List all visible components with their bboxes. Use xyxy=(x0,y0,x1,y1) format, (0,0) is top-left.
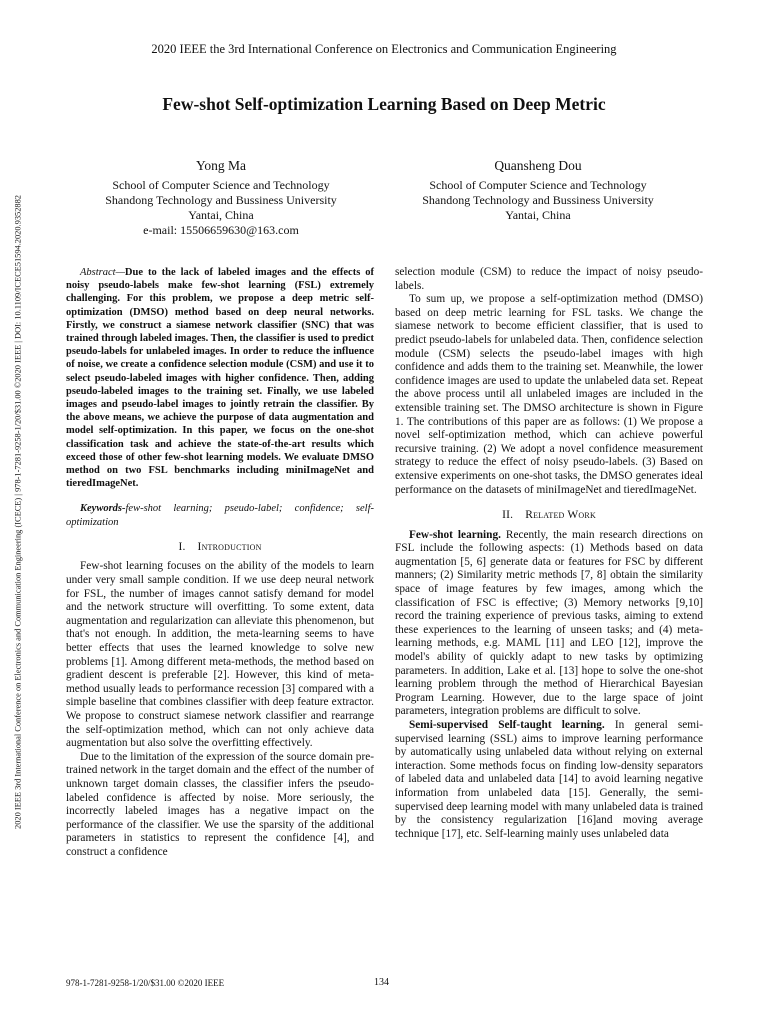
section-title: Related Work xyxy=(525,509,596,522)
author-email: e-mail: 15506659630@163.com xyxy=(143,223,299,237)
author-affiliation: Shandong Technology and Bussiness University xyxy=(105,193,337,207)
right-column xyxy=(395,266,703,841)
section-number: II. xyxy=(502,509,514,522)
author-location: Yantai, China xyxy=(188,208,254,222)
author-affiliation: School of Computer Science and Technology xyxy=(112,178,330,192)
section-title: Introduction xyxy=(197,540,262,553)
footer-copyright: 978-1-7281-9258-1/20/$31.00 ©2020 IEEE xyxy=(66,978,225,988)
continued-paragraph: selection module (CSM) to reduce the impact of noisy pseudo-labels. xyxy=(395,266,703,292)
fsl-runin-heading: Few-shot learning. xyxy=(409,528,501,541)
conference-header: 2020 IEEE the 3rd International Conference on Electronics and Communication Engineering xyxy=(151,42,617,56)
author-location: Yantai, China xyxy=(505,208,571,222)
section-heading-related-work xyxy=(395,509,703,523)
summary-paragraph: To sum up, we propose a self-optimization method (DMSO) based on deep metric learning for FSL tasks. We change the siamese network to become efficient classifier, that is used to predict pseudo-labels for unlabeled data. Then, confidence selection module (CSM) selects the pseudo-label images with high confidence and adds them to the training set. Meanwhile, the lower confidence images are used to update the unlabeled data set. Repeat the above process until all unlabeled images are included in the extensible training set. The DMSO architecture is shown in Figure 1. The contributions of this paper are as follows: (1) We propose a novel self-optimization method, which can achieve powerful recursive training. (2) We adopt a novel confidence measurement strategy to reduce the effect of noisy pseudo-labels. (3) Based on extensive experiments on one-shot tasks, the DMSO generates ideal performance on the datasets of miniImageNet and tieredImageNet. xyxy=(395,293,703,496)
fsl-paragraph xyxy=(395,529,703,719)
ssl-text: In general semi-supervised learning (SSL) aims to improve learning performance by automatically using unlabeled data without relying on external interaction. Some methods focus on finding low-density separators of labeled data and unlabeled data [14] to avoid learning negative information from unlabeled data [15]. Generally, the semi-supervised deep learning model with many unlabeled data is trained by the consistency regularization [16]and moving average technique [17], etc. Self-learning mainly uses unlabeled data xyxy=(395,719,703,840)
abstract-text: Due to the lack of labeled images and the effects of noisy pseudo-labels make few-shot learning (FSL) extremely challenging. For this problem, we propose a deep metric self-optimization (DMSO) method based on deep neural networks. Firstly, we construct a siamese network classifier (SNC) that was trained through labeled images. Then, the classifier is used to predict pseudo-labels for unlabeled images. In order to reduce the influence of noise, we create a confidence selection module (CSM) and use it to select pseudo-labeled images with higher confidence. Then, adding pseudo-labeled images to the training set. Finally, we use labeled images and pseudo-label images to jointly retrain the classifier. By the above means, we achieve the purpose of data augmentation and model self-optimization. In this paper, we focus on the one-shot classification task and achieve the state-of-the-art results which exceed those of other few-shot learning models. We evaluate DMSO method on two FSL benchmarks including miniImageNet and tieredImageNet. xyxy=(66,267,374,490)
keywords-text: few-shot learning; pseudo-label; confidence; self-optimization xyxy=(66,503,374,528)
ssl-runin-heading: Semi-supervised Self-taught learning. xyxy=(409,719,605,731)
side-identifier-text: 2020 IEEE 3rd International Conference on Electronics and Communication Engineering (ICECE) | 978-1-7281-9258-1/20/$31.00 ©2020 IEEE | DOI: 10.1109/ICECE51594.2020.9352882 xyxy=(13,195,23,829)
intro-paragraph-1: Few-shot learning focuses on the ability of the models to learn under very small sample condition. If we use deep neural network for FSL, the number of images cannot satisfy demand for model and the network structure will overfitting. To some extent, data augmentation and regularization can alleviate this phenomenon, but that's not enough. In addition, the meta-learning seems to have better effects that uses the learned knowledge to solve new problems [1]. Among different meta-methods, the method based on gradient descent is preferable [2]. However, this kind of meta-method usually leads to performance recession [3] compared with a simple baseline that combines classifier with deep feature extractor. We propose to construct siamese network classifier and rearrange the self-optimization method, which can not only achieve data augmentation but also solve the overfitting effectively. xyxy=(66,560,374,750)
left-column xyxy=(66,266,374,860)
abstract-label: Abstract— xyxy=(80,267,125,278)
page-number: 134 xyxy=(374,977,389,988)
author-name: Yong Ma xyxy=(195,158,247,173)
abstract xyxy=(66,266,374,490)
author-name: Quansheng Dou xyxy=(494,158,582,173)
side-identifier xyxy=(12,122,24,902)
keywords-label: Keywords- xyxy=(80,503,126,515)
author-affiliation: Shandong Technology and Bussiness University xyxy=(422,193,654,207)
author-block-1 xyxy=(61,158,381,238)
fsl-text: Recently, the main research directions on FSL include the following aspects: (1) Methods based on data augmentation [5, 6] generate data or features for FSC by different manners; (2) Similarity metric methods [7, 8] obtain the similarity space of image features by few images, among which the classification of FSC is effective; (3) Memory networks [9,10] record the training experience of previous tasks, aiming to extend these experiences to the learning of unseen tasks; and (4) meta-learning methods, e.g. MAML [11] and LEO [12], improve the model's ability of quickly adapt to new tasks by optimizing parameters. In addition, Lake et al. [13] hope to solve the one-shot learning problem through the method of Hierarchical Bayesian Program Learning. However, due to the large space of joint parameters, integration problems are difficult to solve. xyxy=(395,528,703,718)
author-affiliation: School of Computer Science and Technology xyxy=(429,178,647,192)
intro-paragraph-2: Due to the limitation of the expression of the source domain pre-trained network in the target domain and the effect of the number of unknown target domain classes, the classifier infers the pseudo-labeled confidence is affected by noise. More seriously, the incorrectly labeled images has a negative impact on the performance of the classifier. We use the sparsity of the additional parameters in statistics to represent the confidence [4], and construct a confidence xyxy=(66,750,374,858)
section-number: I. xyxy=(178,540,186,553)
keywords xyxy=(66,502,374,528)
author-block-2 xyxy=(378,158,698,223)
ssl-paragraph xyxy=(395,719,703,841)
paper-title: Few-shot Self-optimization Learning Based on Deep Metric xyxy=(162,94,606,114)
section-heading-introduction xyxy=(66,541,374,555)
